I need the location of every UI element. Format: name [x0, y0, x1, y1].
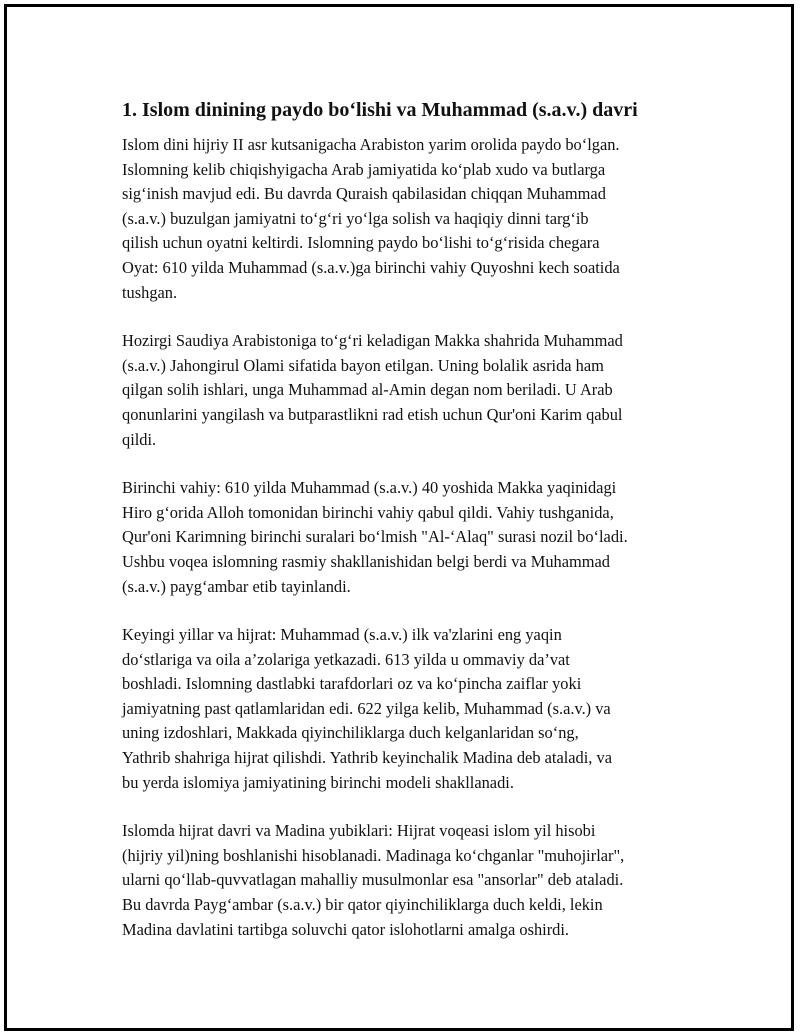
- text-line: Bu davrda Payg‘ambar (s.a.v.) bir qator qiyinchiliklarga duch keldi, lekin: [122, 895, 603, 915]
- text-line: sig‘inish mavjud edi. Bu davrda Quraish qabilasidan chiqqan Muhammad: [122, 184, 606, 204]
- text-line: qildi.: [122, 429, 157, 449]
- text-line: Islomning kelib chiqishyigacha Arab jamiyatida ko‘plab xudo va butlarga: [122, 159, 606, 179]
- paragraph-1: [122, 133, 722, 305]
- text-line: (hijriy yil)ning boshlanishi hisoblanadi. Madinaga ko‘chganlar "muhojirlar",: [122, 845, 625, 865]
- text-line: uning izdoshlari, Makkada qiyinchiliklarga duch kelganlaridan so‘ng,: [122, 723, 579, 743]
- text-line: Madina davlatini tartibga soluvchi qator islohotlarni amalga oshirdi.: [122, 919, 569, 939]
- text-line: Qur'oni Karimning birinchi suralari bo‘lmish "Al-‘Alaq" surasi nozil bo‘ladi.: [122, 527, 628, 547]
- text-line: Hiro g‘orida Alloh tomonidan birinchi vahiy qabul qildi. Vahiy tushganida,: [122, 502, 614, 522]
- text-line: boshladi. Islomning dastlabki tarafdorlari oz va ko‘pincha zaiflar yoki: [122, 674, 582, 694]
- text-line: (s.a.v.) payg‘ambar etib tayinlandi.: [122, 576, 351, 596]
- text-line: Islomda hijrat davri va Madina yubiklari: Hijrat voqeasi islom yil hisobi: [122, 821, 596, 841]
- paragraph-4: [122, 623, 722, 795]
- text-line: do‘stlariga va oila a’zolariga yetkazadi. 613 yilda u ommaviy da’vat: [122, 649, 570, 669]
- text-line: Yathrib shahriga hijrat qilishdi. Yathrib keyinchalik Madina deb ataladi, va: [122, 748, 612, 768]
- text-line: Oyat: 610 yilda Muhammad (s.a.v.)ga birinchi vahiy Quyoshni kech soatida: [122, 257, 620, 277]
- text-line: ularni qo‘llab-quvvatlagan mahalliy musulmonlar esa "ansorlar" deb ataladi.: [122, 870, 624, 890]
- page-frame: [4, 4, 794, 1031]
- paragraph-5: [122, 819, 722, 942]
- text-line: qonunlarini yangilash va butparastlikni rad etish uchun Qur'oni Karim qabul: [122, 404, 623, 424]
- text-line: qilish uchun oyatni keltirdi. Islomning paydo bo‘lishi to‘g‘risida chegara: [122, 233, 600, 253]
- text-line: jamiyatning past qatlamlaridan edi. 622 yilga kelib, Muhammad (s.a.v.) va: [122, 698, 611, 718]
- text-line: tushgan.: [122, 282, 178, 302]
- text-line: Ushbu voqea islomning rasmiy shakllanishidan belgi berdi va Muhammad: [122, 551, 610, 571]
- text-line: bu yerda islomiya jamiyatining birinchi modeli shakllanadi.: [122, 772, 514, 792]
- text-line: (s.a.v.) Jahongirul Olami sifatida bayon etilgan. Uning bolalik asrida ham: [122, 355, 604, 375]
- paragraph-3: [122, 476, 722, 599]
- text-line: Keyingi yillar va hijrat: Muhammad (s.a.v.) ilk va'zlarini eng yaqin: [122, 625, 562, 645]
- text-line: (s.a.v.) buzulgan jamiyatni to‘g‘ri yo‘lga solish va haqiqiy dinni targ‘ib: [122, 208, 589, 228]
- text-line: Hozirgi Saudiya Arabistoniga to‘g‘ri keladigan Makka shahrida Muhammad: [122, 331, 623, 351]
- text-line: qilgan solih ishlari, unga Muhammad al-Amin degan nom beriladi. U Arab: [122, 380, 613, 400]
- text-line: Birinchi vahiy: 610 yilda Muhammad (s.a.v.) 40 yoshida Makka yaqinidagi: [122, 478, 617, 498]
- text-line: Islom dini hijriy II asr kutsanigacha Arabiston yarim orolida paydo bo‘lgan.: [122, 135, 620, 154]
- document-title: 1. Islom dinining paydo bo‘lishi va Muhammad (s.a.v.) davri: [122, 99, 638, 121]
- paragraph-2: [122, 329, 722, 452]
- document-body: [122, 97, 722, 966]
